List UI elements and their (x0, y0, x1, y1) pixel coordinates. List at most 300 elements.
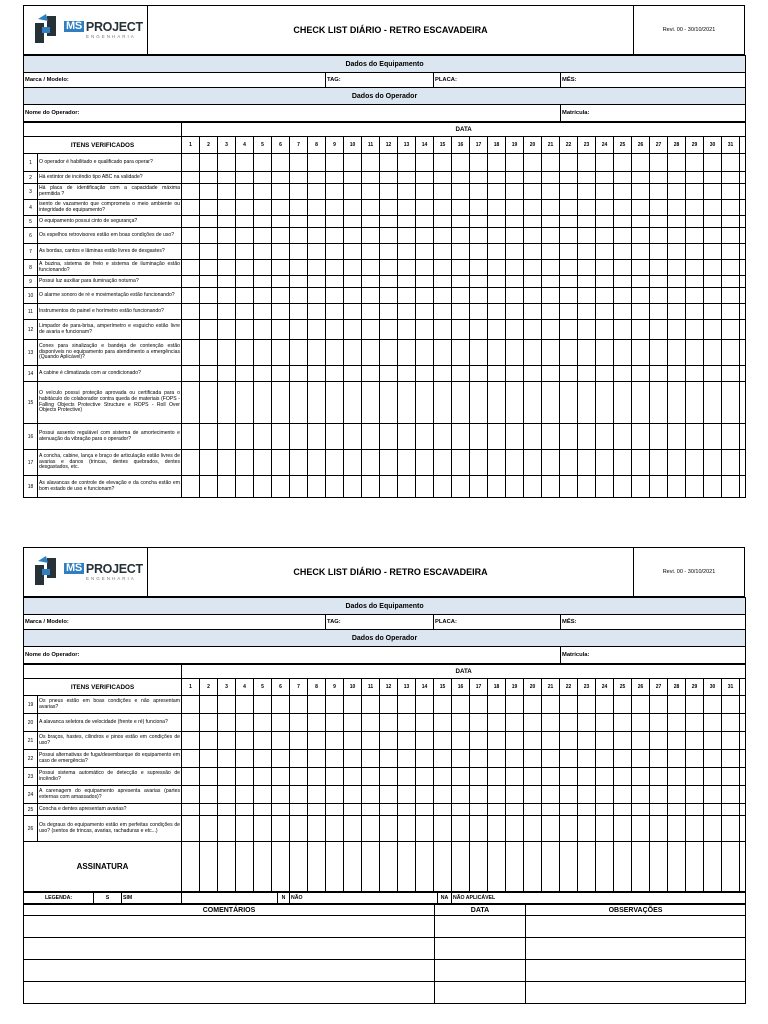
check-cell[interactable] (362, 696, 380, 714)
check-cell[interactable] (614, 228, 632, 244)
check-cell[interactable] (308, 200, 326, 216)
check-cell[interactable] (614, 366, 632, 382)
check-cell[interactable] (488, 304, 506, 320)
check-cell[interactable] (272, 382, 290, 424)
check-cell[interactable] (542, 732, 560, 750)
observation-cell[interactable] (526, 916, 746, 938)
check-cell[interactable] (182, 154, 200, 172)
check-cell[interactable] (218, 172, 236, 184)
check-cell[interactable] (398, 768, 416, 786)
plate-field[interactable]: PLACA: (434, 73, 561, 88)
check-cell[interactable] (560, 200, 578, 216)
check-cell[interactable] (362, 424, 380, 450)
check-cell[interactable] (326, 340, 344, 366)
check-cell[interactable] (326, 320, 344, 340)
check-cell[interactable] (452, 216, 470, 228)
check-cell[interactable] (308, 476, 326, 498)
check-cell[interactable] (488, 320, 506, 340)
check-cell[interactable] (668, 450, 686, 476)
check-cell[interactable] (470, 424, 488, 450)
check-cell[interactable] (236, 816, 254, 842)
check-cell[interactable] (308, 320, 326, 340)
check-cell[interactable] (218, 200, 236, 216)
check-cell[interactable] (560, 366, 578, 382)
check-cell[interactable] (236, 768, 254, 786)
check-cell[interactable] (722, 184, 740, 200)
check-cell[interactable] (218, 714, 236, 732)
check-cell[interactable] (506, 366, 524, 382)
check-cell[interactable] (506, 424, 524, 450)
check-cell[interactable] (632, 424, 650, 450)
check-cell[interactable] (434, 216, 452, 228)
check-cell[interactable] (398, 172, 416, 184)
comment-date-cell[interactable] (435, 960, 526, 982)
check-cell[interactable] (704, 260, 722, 276)
operator-name-field[interactable]: Nome do Operador: (24, 105, 561, 122)
check-cell[interactable] (218, 340, 236, 366)
check-cell[interactable] (326, 476, 344, 498)
check-cell[interactable] (326, 732, 344, 750)
check-cell[interactable] (416, 260, 434, 276)
check-cell[interactable] (452, 476, 470, 498)
signature-cell[interactable] (218, 842, 236, 892)
check-cell[interactable] (722, 786, 740, 804)
check-cell[interactable] (398, 216, 416, 228)
check-cell[interactable] (380, 244, 398, 260)
check-cell[interactable] (344, 696, 362, 714)
signature-cell[interactable] (254, 842, 272, 892)
check-cell[interactable] (578, 804, 596, 816)
check-cell[interactable] (272, 750, 290, 768)
check-cell[interactable] (218, 382, 236, 424)
check-cell[interactable] (290, 200, 308, 216)
check-cell[interactable] (398, 750, 416, 768)
check-cell[interactable] (686, 816, 704, 842)
check-cell[interactable] (560, 216, 578, 228)
check-cell[interactable] (272, 244, 290, 260)
check-cell[interactable] (218, 476, 236, 498)
check-cell[interactable] (272, 786, 290, 804)
signature-cell[interactable] (272, 842, 290, 892)
check-cell[interactable] (434, 276, 452, 288)
check-cell[interactable] (200, 172, 218, 184)
check-cell[interactable] (488, 816, 506, 842)
check-cell[interactable] (542, 804, 560, 816)
check-cell[interactable] (506, 732, 524, 750)
check-cell[interactable] (398, 288, 416, 304)
check-cell[interactable] (326, 200, 344, 216)
check-cell[interactable] (578, 276, 596, 288)
check-cell[interactable] (182, 184, 200, 200)
check-cell[interactable] (362, 750, 380, 768)
check-cell[interactable] (650, 216, 668, 228)
check-cell[interactable] (362, 172, 380, 184)
signature-cell[interactable] (524, 842, 542, 892)
observation-cell[interactable] (526, 982, 746, 1004)
comment-date-cell[interactable] (435, 938, 526, 960)
check-cell[interactable] (506, 804, 524, 816)
check-cell[interactable] (668, 476, 686, 498)
check-cell[interactable] (290, 304, 308, 320)
check-cell[interactable] (452, 200, 470, 216)
check-cell[interactable] (686, 172, 704, 184)
check-cell[interactable] (218, 732, 236, 750)
check-cell[interactable] (200, 228, 218, 244)
check-cell[interactable] (218, 450, 236, 476)
check-cell[interactable] (488, 276, 506, 288)
check-cell[interactable] (686, 260, 704, 276)
check-cell[interactable] (290, 288, 308, 304)
check-cell[interactable] (236, 714, 254, 732)
check-cell[interactable] (470, 216, 488, 228)
check-cell[interactable] (398, 696, 416, 714)
check-cell[interactable] (650, 768, 668, 786)
check-cell[interactable] (272, 804, 290, 816)
check-cell[interactable] (488, 366, 506, 382)
check-cell[interactable] (470, 714, 488, 732)
signature-cell[interactable] (452, 842, 470, 892)
check-cell[interactable] (614, 382, 632, 424)
check-cell[interactable] (362, 476, 380, 498)
check-cell[interactable] (434, 714, 452, 732)
check-cell[interactable] (650, 184, 668, 200)
check-cell[interactable] (506, 786, 524, 804)
check-cell[interactable] (452, 786, 470, 804)
check-cell[interactable] (560, 696, 578, 714)
check-cell[interactable] (722, 276, 740, 288)
check-cell[interactable] (650, 786, 668, 804)
check-cell[interactable] (596, 750, 614, 768)
check-cell[interactable] (290, 786, 308, 804)
check-cell[interactable] (200, 424, 218, 450)
check-cell[interactable] (272, 184, 290, 200)
check-cell[interactable] (668, 304, 686, 320)
signature-cell[interactable] (506, 842, 524, 892)
check-cell[interactable] (290, 154, 308, 172)
check-cell[interactable] (290, 382, 308, 424)
check-cell[interactable] (182, 732, 200, 750)
signature-cell[interactable] (596, 842, 614, 892)
check-cell[interactable] (182, 750, 200, 768)
check-cell[interactable] (686, 786, 704, 804)
check-cell[interactable] (578, 768, 596, 786)
check-cell[interactable] (470, 476, 488, 498)
check-cell[interactable] (326, 276, 344, 288)
check-cell[interactable] (614, 816, 632, 842)
signature-cell[interactable] (686, 842, 704, 892)
check-cell[interactable] (506, 696, 524, 714)
check-cell[interactable] (254, 768, 272, 786)
check-cell[interactable] (686, 696, 704, 714)
check-cell[interactable] (470, 732, 488, 750)
check-cell[interactable] (650, 424, 668, 450)
check-cell[interactable] (452, 732, 470, 750)
check-cell[interactable] (560, 786, 578, 804)
check-cell[interactable] (398, 244, 416, 260)
check-cell[interactable] (452, 184, 470, 200)
check-cell[interactable] (182, 696, 200, 714)
check-cell[interactable] (218, 154, 236, 172)
check-cell[interactable] (200, 696, 218, 714)
check-cell[interactable] (632, 154, 650, 172)
check-cell[interactable] (686, 732, 704, 750)
check-cell[interactable] (578, 320, 596, 340)
check-cell[interactable] (290, 228, 308, 244)
check-cell[interactable] (614, 260, 632, 276)
check-cell[interactable] (326, 714, 344, 732)
check-cell[interactable] (542, 424, 560, 450)
check-cell[interactable] (308, 288, 326, 304)
check-cell[interactable] (506, 200, 524, 216)
check-cell[interactable] (362, 786, 380, 804)
check-cell[interactable] (470, 172, 488, 184)
check-cell[interactable] (632, 260, 650, 276)
check-cell[interactable] (524, 228, 542, 244)
check-cell[interactable] (218, 786, 236, 804)
check-cell[interactable] (452, 288, 470, 304)
check-cell[interactable] (560, 450, 578, 476)
check-cell[interactable] (506, 768, 524, 786)
check-cell[interactable] (380, 184, 398, 200)
check-cell[interactable] (290, 476, 308, 498)
check-cell[interactable] (560, 320, 578, 340)
check-cell[interactable] (308, 216, 326, 228)
check-cell[interactable] (380, 216, 398, 228)
check-cell[interactable] (218, 768, 236, 786)
check-cell[interactable] (254, 260, 272, 276)
tag-field[interactable]: TAG: (326, 615, 434, 630)
check-cell[interactable] (272, 216, 290, 228)
check-cell[interactable] (344, 382, 362, 424)
check-cell[interactable] (470, 288, 488, 304)
check-cell[interactable] (614, 714, 632, 732)
check-cell[interactable] (596, 320, 614, 340)
check-cell[interactable] (614, 804, 632, 816)
check-cell[interactable] (596, 184, 614, 200)
check-cell[interactable] (452, 750, 470, 768)
signature-cell[interactable] (326, 842, 344, 892)
check-cell[interactable] (524, 172, 542, 184)
check-cell[interactable] (542, 714, 560, 732)
check-cell[interactable] (398, 260, 416, 276)
check-cell[interactable] (398, 450, 416, 476)
check-cell[interactable] (668, 696, 686, 714)
signature-cell[interactable] (416, 842, 434, 892)
check-cell[interactable] (578, 260, 596, 276)
comment-cell[interactable] (24, 982, 435, 1004)
check-cell[interactable] (182, 304, 200, 320)
check-cell[interactable] (686, 154, 704, 172)
check-cell[interactable] (362, 450, 380, 476)
check-cell[interactable] (596, 786, 614, 804)
check-cell[interactable] (344, 450, 362, 476)
check-cell[interactable] (542, 750, 560, 768)
check-cell[interactable] (524, 154, 542, 172)
check-cell[interactable] (272, 304, 290, 320)
check-cell[interactable] (434, 786, 452, 804)
observation-cell[interactable] (526, 938, 746, 960)
check-cell[interactable] (596, 260, 614, 276)
check-cell[interactable] (380, 200, 398, 216)
check-cell[interactable] (398, 154, 416, 172)
check-cell[interactable] (542, 228, 560, 244)
check-cell[interactable] (182, 714, 200, 732)
check-cell[interactable] (434, 200, 452, 216)
check-cell[interactable] (452, 320, 470, 340)
check-cell[interactable] (470, 320, 488, 340)
check-cell[interactable] (650, 320, 668, 340)
check-cell[interactable] (722, 476, 740, 498)
check-cell[interactable] (344, 786, 362, 804)
check-cell[interactable] (686, 216, 704, 228)
check-cell[interactable] (200, 216, 218, 228)
check-cell[interactable] (290, 244, 308, 260)
check-cell[interactable] (344, 304, 362, 320)
check-cell[interactable] (452, 450, 470, 476)
check-cell[interactable] (542, 154, 560, 172)
check-cell[interactable] (524, 320, 542, 340)
check-cell[interactable] (488, 450, 506, 476)
check-cell[interactable] (542, 786, 560, 804)
check-cell[interactable] (236, 276, 254, 288)
check-cell[interactable] (308, 154, 326, 172)
check-cell[interactable] (686, 768, 704, 786)
check-cell[interactable] (200, 154, 218, 172)
check-cell[interactable] (560, 304, 578, 320)
check-cell[interactable] (578, 750, 596, 768)
check-cell[interactable] (632, 216, 650, 228)
check-cell[interactable] (506, 288, 524, 304)
check-cell[interactable] (596, 816, 614, 842)
check-cell[interactable] (488, 714, 506, 732)
check-cell[interactable] (380, 382, 398, 424)
check-cell[interactable] (614, 288, 632, 304)
check-cell[interactable] (326, 244, 344, 260)
check-cell[interactable] (614, 750, 632, 768)
plate-field[interactable]: PLACA: (434, 615, 561, 630)
check-cell[interactable] (596, 154, 614, 172)
check-cell[interactable] (308, 260, 326, 276)
check-cell[interactable] (614, 424, 632, 450)
check-cell[interactable] (272, 228, 290, 244)
check-cell[interactable] (308, 304, 326, 320)
check-cell[interactable] (416, 750, 434, 768)
check-cell[interactable] (524, 340, 542, 366)
check-cell[interactable] (614, 200, 632, 216)
check-cell[interactable] (416, 732, 434, 750)
check-cell[interactable] (308, 696, 326, 714)
check-cell[interactable] (272, 476, 290, 498)
check-cell[interactable] (506, 382, 524, 424)
check-cell[interactable] (200, 476, 218, 498)
check-cell[interactable] (614, 476, 632, 498)
check-cell[interactable] (686, 714, 704, 732)
check-cell[interactable] (362, 816, 380, 842)
signature-cell[interactable] (470, 842, 488, 892)
check-cell[interactable] (326, 382, 344, 424)
check-cell[interactable] (380, 260, 398, 276)
check-cell[interactable] (488, 476, 506, 498)
check-cell[interactable] (254, 304, 272, 320)
check-cell[interactable] (542, 276, 560, 288)
check-cell[interactable] (272, 320, 290, 340)
check-cell[interactable] (236, 172, 254, 184)
check-cell[interactable] (380, 424, 398, 450)
check-cell[interactable] (596, 804, 614, 816)
check-cell[interactable] (596, 288, 614, 304)
check-cell[interactable] (560, 154, 578, 172)
check-cell[interactable] (200, 304, 218, 320)
check-cell[interactable] (452, 382, 470, 424)
brand-model-field[interactable]: Marca / Modelo: (24, 73, 326, 88)
check-cell[interactable] (416, 476, 434, 498)
check-cell[interactable] (254, 244, 272, 260)
check-cell[interactable] (704, 768, 722, 786)
check-cell[interactable] (398, 382, 416, 424)
check-cell[interactable] (488, 804, 506, 816)
check-cell[interactable] (614, 732, 632, 750)
check-cell[interactable] (416, 216, 434, 228)
check-cell[interactable] (560, 382, 578, 424)
check-cell[interactable] (218, 244, 236, 260)
check-cell[interactable] (326, 260, 344, 276)
check-cell[interactable] (398, 804, 416, 816)
check-cell[interactable] (326, 786, 344, 804)
check-cell[interactable] (488, 786, 506, 804)
check-cell[interactable] (722, 216, 740, 228)
check-cell[interactable] (344, 320, 362, 340)
check-cell[interactable] (452, 228, 470, 244)
check-cell[interactable] (434, 154, 452, 172)
check-cell[interactable] (362, 200, 380, 216)
check-cell[interactable] (362, 304, 380, 320)
check-cell[interactable] (272, 172, 290, 184)
check-cell[interactable] (290, 320, 308, 340)
check-cell[interactable] (506, 476, 524, 498)
signature-cell[interactable] (344, 842, 362, 892)
check-cell[interactable] (668, 320, 686, 340)
check-cell[interactable] (452, 696, 470, 714)
check-cell[interactable] (596, 732, 614, 750)
check-cell[interactable] (272, 424, 290, 450)
check-cell[interactable] (362, 714, 380, 732)
check-cell[interactable] (200, 816, 218, 842)
check-cell[interactable] (182, 476, 200, 498)
check-cell[interactable] (290, 450, 308, 476)
check-cell[interactable] (470, 304, 488, 320)
check-cell[interactable] (668, 340, 686, 366)
check-cell[interactable] (668, 750, 686, 768)
check-cell[interactable] (614, 696, 632, 714)
signature-cell[interactable] (290, 842, 308, 892)
check-cell[interactable] (578, 732, 596, 750)
check-cell[interactable] (722, 366, 740, 382)
check-cell[interactable] (704, 288, 722, 304)
check-cell[interactable] (254, 714, 272, 732)
check-cell[interactable] (380, 276, 398, 288)
check-cell[interactable] (182, 276, 200, 288)
check-cell[interactable] (398, 732, 416, 750)
check-cell[interactable] (632, 172, 650, 184)
check-cell[interactable] (632, 288, 650, 304)
check-cell[interactable] (596, 714, 614, 732)
check-cell[interactable] (398, 304, 416, 320)
check-cell[interactable] (578, 216, 596, 228)
check-cell[interactable] (470, 228, 488, 244)
check-cell[interactable] (668, 424, 686, 450)
check-cell[interactable] (272, 288, 290, 304)
check-cell[interactable] (272, 696, 290, 714)
